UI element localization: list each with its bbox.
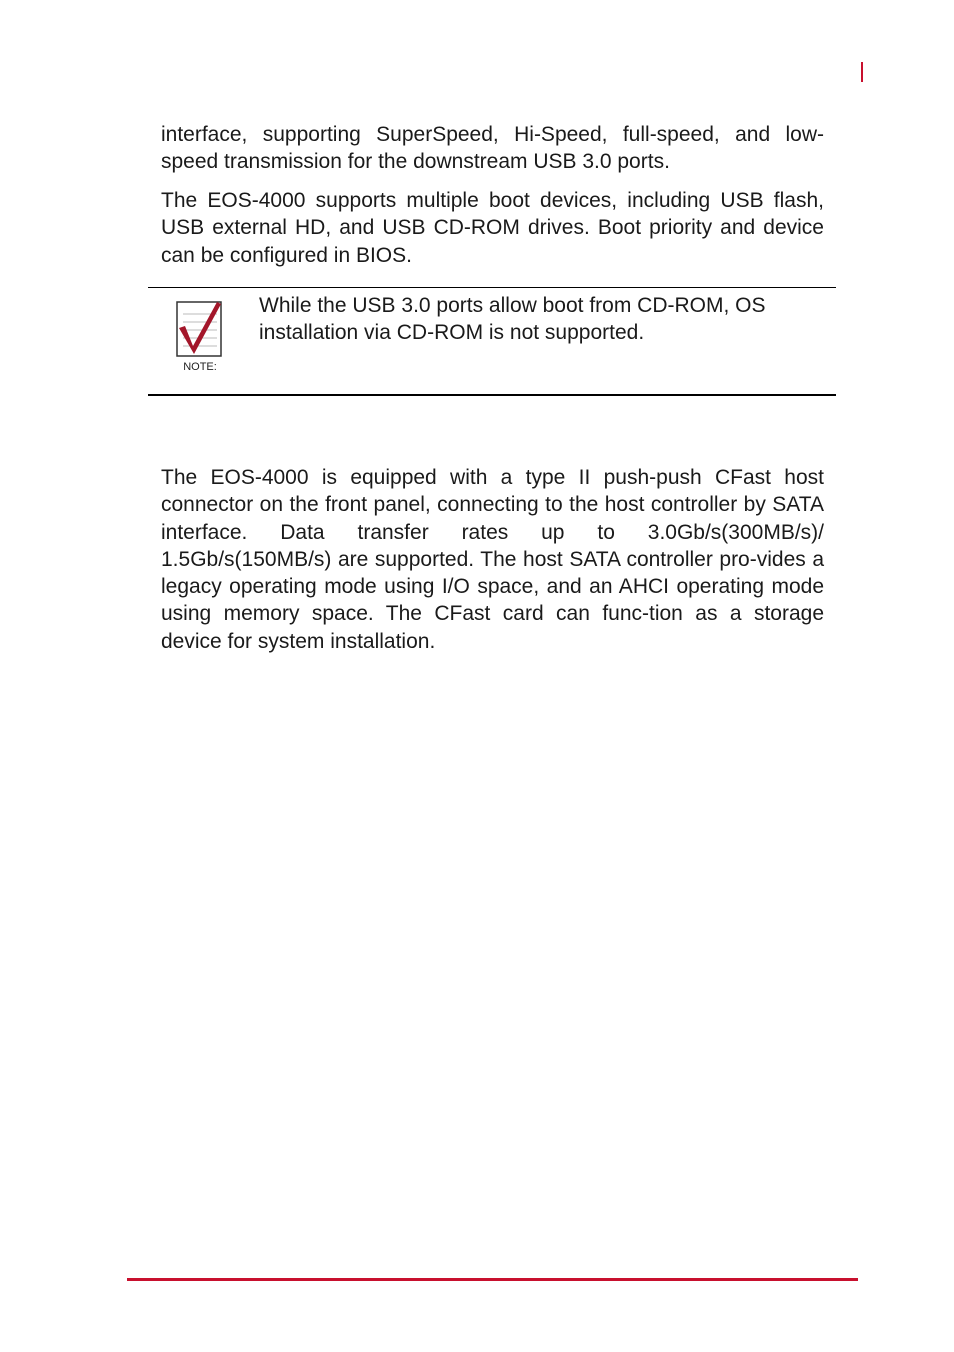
body-paragraph-boot-devices: The EOS-4000 supports multiple boot devices, including USB flash, USB external HD, and USB CD-ROM drives. Boot priority and device can be configured in BIOS. (161, 189, 824, 267)
checklist-note-icon (173, 298, 227, 358)
note-top-rule (148, 287, 836, 288)
note-bottom-rule (148, 394, 836, 396)
footer-rule (127, 1278, 858, 1281)
body-paragraph-cfast: The EOS-4000 is equipped with a type II push-push CFast host connector on the front panel, connecting to the host controller by SATA interface. Data transfer rates up to 3.0Gb/s(300MB/s)/ 1.5Gb/s(150MB/s) are supported. The host SATA controller pro-vides a legacy operating mode using I/O space, and an AHCI operating mode using memory space. The CFast card can func-tion as a storage device for system installation. (161, 466, 824, 653)
body-paragraph-usb-interface: interface, supporting SuperSpeed, Hi-Speed, full-speed, and low-speed transmission for the downstream USB 3.0 ports. (161, 123, 824, 174)
header-accent-mark (861, 62, 863, 82)
note-label: NOTE: (183, 361, 217, 373)
note-text: While the USB 3.0 ports allow boot from CD-ROM, OS installation via CD-ROM is not supported. (259, 294, 766, 345)
